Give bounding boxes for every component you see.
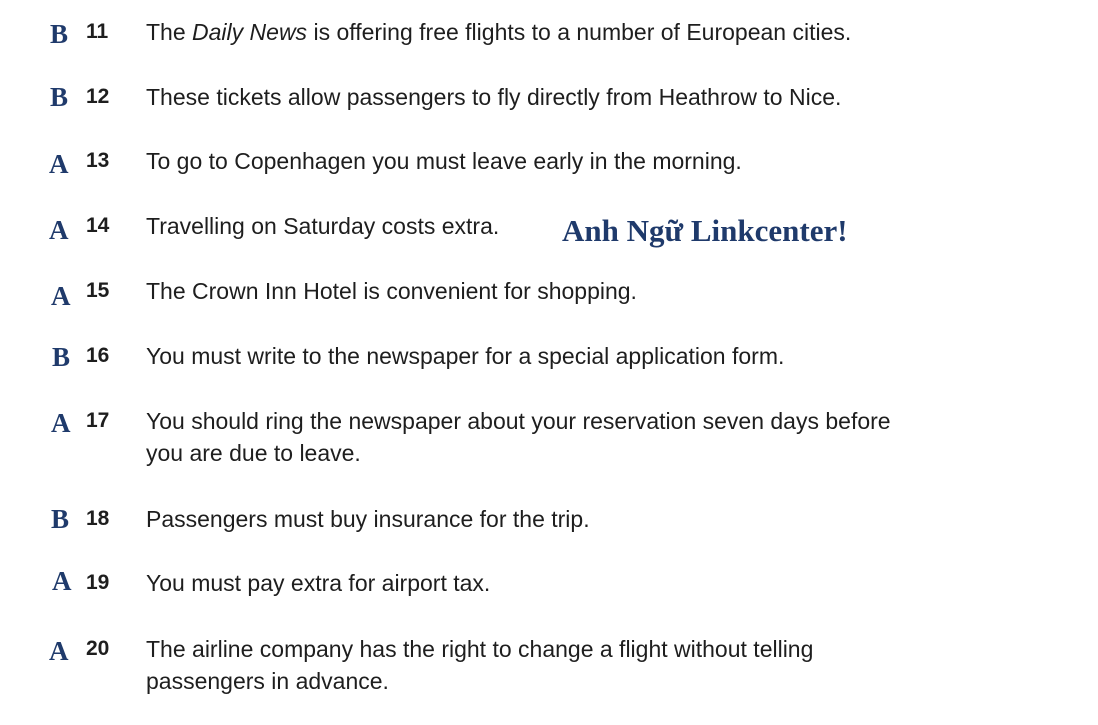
answer-letter: A [51, 408, 71, 438]
question-number: 20 [86, 637, 110, 660]
question-number: 19 [86, 571, 110, 594]
question-statement: The Crown Inn Hotel is convenient for shopping. [146, 278, 637, 304]
question-number: 18 [86, 507, 110, 530]
answer-letter: A [49, 636, 69, 666]
question-statement-line-1: The airline company has the right to change a flight without telling [146, 636, 814, 662]
question-item-12 [0, 79, 1098, 119]
question-number: 14 [86, 214, 110, 237]
question-item-18 [0, 500, 1098, 540]
question-number: 11 [86, 20, 109, 43]
question-statement: These tickets allow passengers to fly directly from Heathrow to Nice. [146, 84, 842, 110]
answer-letter: B [52, 342, 71, 372]
watermark-text: Anh Ngữ Linkcenter! [562, 213, 848, 248]
question-item-19 [0, 565, 1098, 605]
answer-letter: A [49, 215, 69, 245]
answer-letter: B [50, 19, 69, 49]
question-statement: The Daily News is offering free flights to a number of European cities. [146, 19, 852, 45]
question-item-14 [0, 209, 1098, 249]
question-statement-line-2: passengers in advance. [146, 668, 389, 694]
question-item-13 [0, 144, 1098, 184]
answer-letter: B [50, 82, 69, 112]
question-number: 16 [86, 344, 110, 367]
question-statement: Travelling on Saturday costs extra. [146, 213, 500, 239]
newspaper-title: Daily News [192, 19, 308, 45]
answer-letter: B [51, 504, 70, 534]
question-item-11 [0, 14, 1098, 54]
question-number: 13 [86, 149, 110, 172]
question-item-17 [0, 403, 1098, 475]
question-item-16 [0, 338, 1098, 378]
question-statement: You must pay extra for airport tax. [146, 570, 491, 596]
answer-letter: A [49, 149, 69, 179]
question-item-20 [0, 630, 1098, 702]
question-statement-line-2: you are due to leave. [146, 440, 361, 466]
question-item-15 [0, 274, 1098, 314]
question-statement: To go to Copenhagen you must leave early in the morning. [146, 148, 742, 174]
question-number: 15 [86, 279, 110, 302]
question-statement: You must write to the newspaper for a special application form. [146, 343, 785, 369]
question-number: 12 [86, 85, 110, 108]
answer-letter: A [51, 281, 71, 311]
question-number: 17 [86, 409, 110, 432]
question-statement: Passengers must buy insurance for the trip. [146, 506, 590, 532]
question-statement-line-1: You should ring the newspaper about your reservation seven days before [146, 408, 891, 434]
answer-letter: A [52, 566, 72, 596]
